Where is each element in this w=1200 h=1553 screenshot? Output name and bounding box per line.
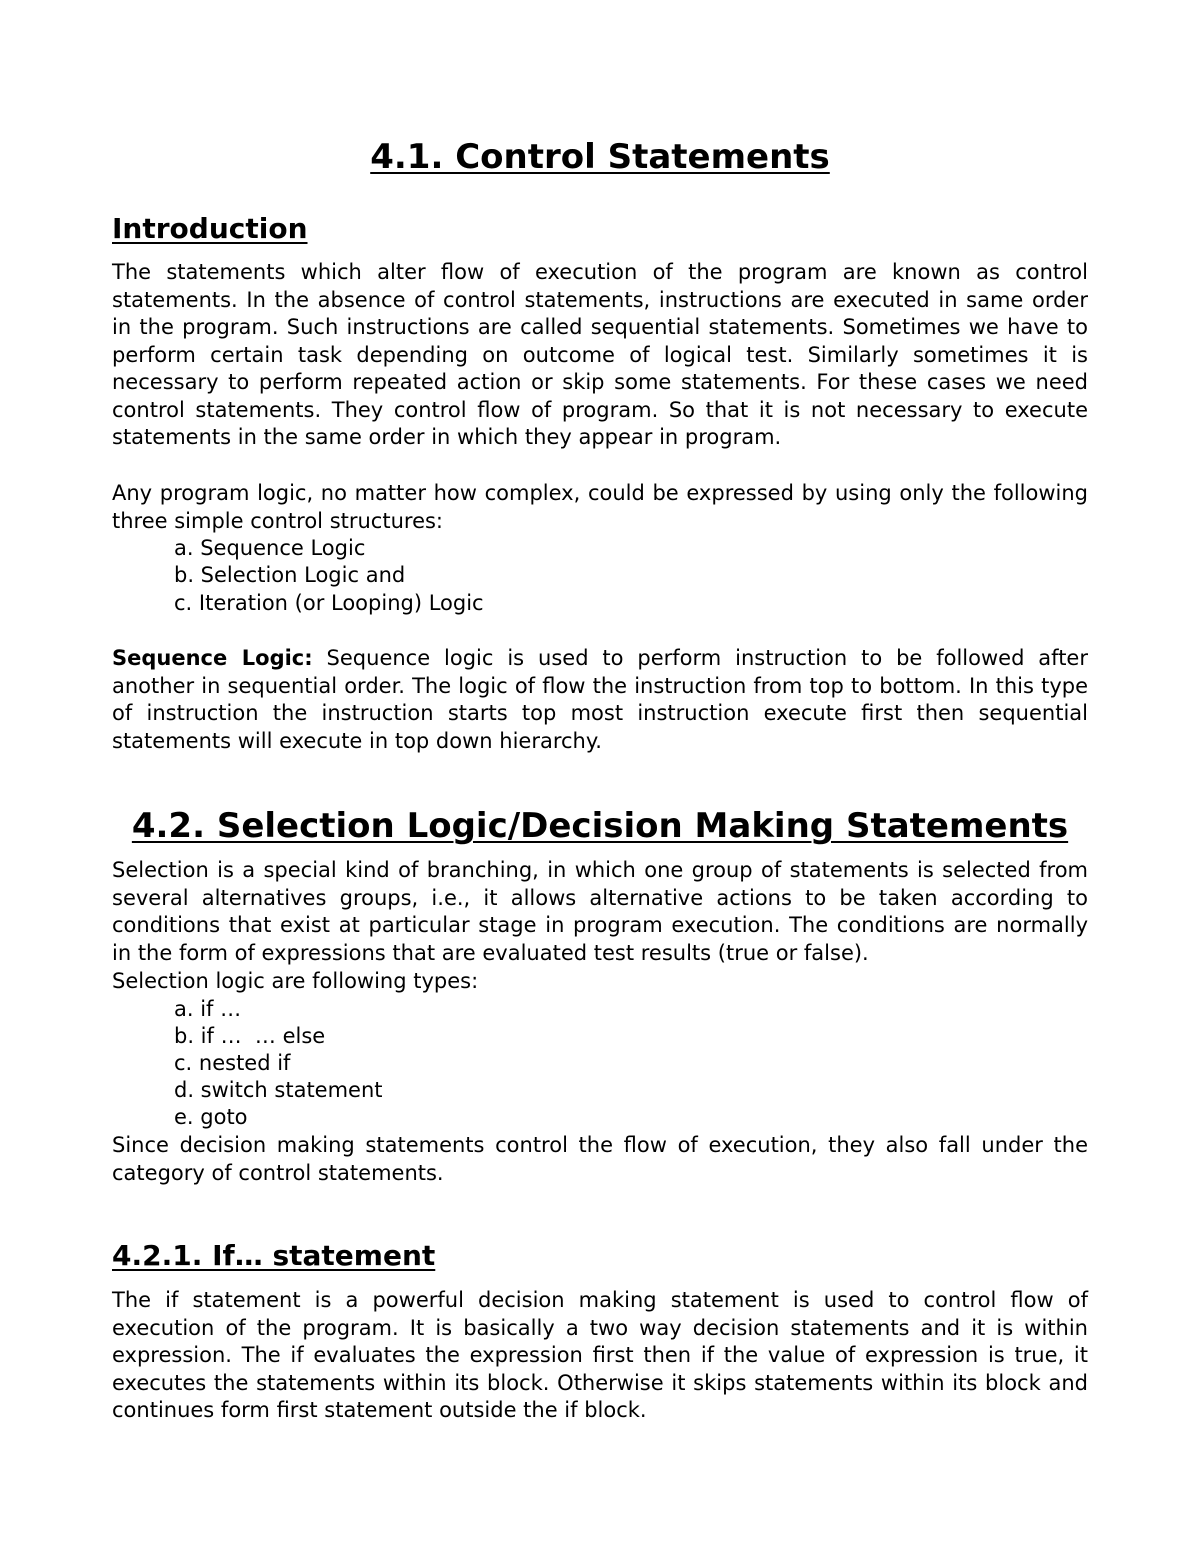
section-title-4-2: 4.2. Selection Logic/Decision Making Statements (131, 806, 1069, 846)
structure-item-selection: b. Selection Logic and (174, 563, 406, 587)
introduction-heading: Introduction (112, 212, 308, 245)
introduction-paragraph: The statements which alter flow of execution of the program are known as control statements. In the absence of control statements, instructions are executed in same order in the program. Such instructions are called sequential statements. Sometimes we have to perform certain task depending on outcome of logical test. Similarly sometimes it is necessary to perform repeated action or skip some statements. For these cases we need control statements. They control flow of program. So that it is not necessary to execute statements in the same order in which they appear in program. (112, 260, 1088, 449)
selection-type-switch: d. switch statement (174, 1078, 383, 1102)
structure-item-iteration: c. Iteration (or Looping) Logic (174, 591, 484, 615)
selection-paragraph: Selection is a special kind of branching, in which one group of statements is selected from several alternatives groups, i.e., it allows alternative actions to be taken according to conditions that exist at particular stage in program execution. The conditions are normally in the form of expressions that are evaluated test results (true or false). (112, 858, 1088, 965)
decision-making-paragraph: Since decision making statements control the flow of execution, they also fall under the category of control statements. (112, 1133, 1088, 1185)
control-structures-paragraph: Any program logic, no matter how complex, could be expressed by using only the following three simple control structures: (112, 481, 1088, 533)
structure-item-sequence: a. Sequence Logic (174, 536, 366, 560)
section-title-4-1: 4.1. Control Statements (370, 137, 830, 177)
sequence-logic-paragraph (112, 645, 1088, 755)
sequence-logic-label: Sequence Logic: (112, 646, 313, 670)
selection-type-if: a. if … (174, 997, 242, 1021)
sequence-logic-text: Sequence logic is used to perform instruction to be followed after another in sequential order. The logic of flow the instruction from top to bottom. In this type of instruction the instruction starts top most instruction execute first then sequential statements will execute in top down hierarchy. (112, 646, 1088, 753)
selection-type-goto: e. goto (174, 1105, 248, 1129)
if-statement-paragraph: The if statement is a powerful decision making statement is used to control flow of execution of the program. It is basically a two way decision statements and it is within expression. The if evaluates the expression first then if the value of expression is true, it executes the statements within its block. Otherwise it skips statements within its block and continues form first statement outside the if block. (112, 1288, 1088, 1422)
section-title-4-2-1: 4.2.1. If… statement (112, 1239, 436, 1272)
selection-type-if-else: b. if … … else (174, 1024, 326, 1048)
selection-type-nested-if: c. nested if (174, 1051, 291, 1075)
selection-types-intro: Selection logic are following types: (112, 969, 479, 993)
